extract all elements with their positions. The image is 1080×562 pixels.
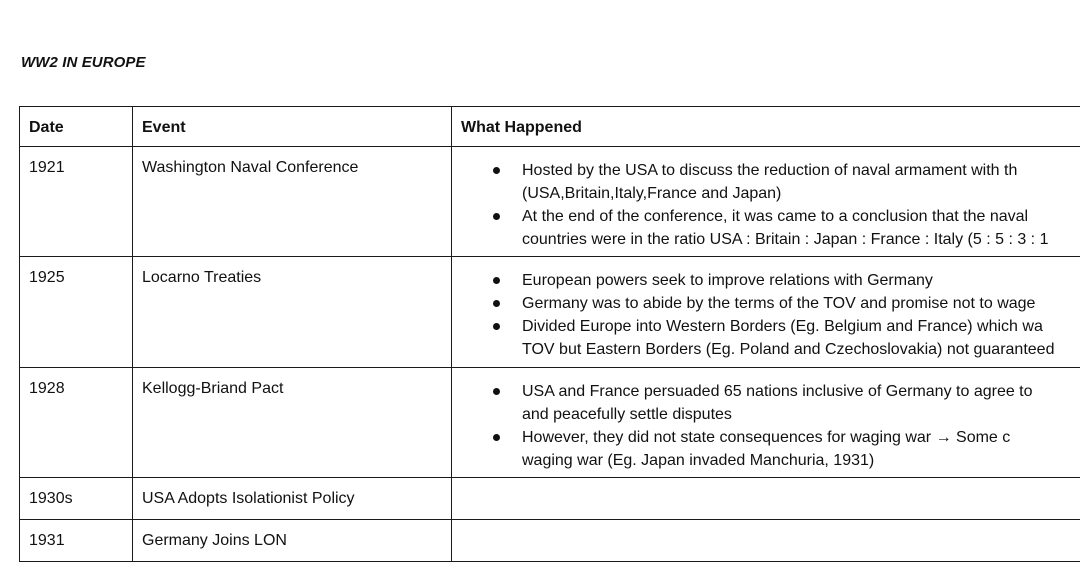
- list-item: [452, 205, 1080, 251]
- cell-date: 1931: [20, 520, 133, 562]
- bullet-list: [452, 380, 1080, 472]
- list-item: [452, 380, 1080, 426]
- cell-date: 1930s: [20, 478, 133, 520]
- cell-what-happened: [452, 478, 1080, 520]
- bullet-dot-icon: [493, 434, 500, 441]
- bullet-text: European powers seek to improve relations with Germany: [522, 269, 1080, 292]
- header-date: Date: [20, 107, 133, 147]
- bullet-list: [452, 159, 1080, 251]
- bullet-dot-icon: [493, 277, 500, 284]
- list-item: [452, 426, 1080, 472]
- cell-what-happened: [452, 368, 1080, 478]
- cell-event: Kellogg-Briand Pact: [133, 368, 452, 478]
- bullet-text: Germany was to abide by the terms of the TOV and promise not to wage: [522, 292, 1080, 315]
- table-body: [20, 147, 1080, 562]
- bullet-text: USA and France persuaded 65 nations inclusive of Germany to agree to and peacefully settle disputes: [522, 380, 1080, 426]
- bullet-dot-icon: [493, 213, 500, 220]
- document-title: WW2 IN EUROPE: [21, 54, 146, 71]
- cell-what-happened: [452, 257, 1080, 368]
- cell-date: 1928: [20, 368, 133, 478]
- header-what-happened: What Happened: [452, 107, 1080, 147]
- table-row: [20, 520, 1080, 562]
- bullet-text: However, they did not state consequences for waging war → Some c waging war (Eg. Japan invaded Manchuria, 1931): [522, 426, 1080, 472]
- table-row: [20, 147, 1080, 257]
- cell-date: 1921: [20, 147, 133, 257]
- events-table-container: [19, 106, 1080, 562]
- cell-event: Germany Joins LON: [133, 520, 452, 562]
- cell-event: USA Adopts Isolationist Policy: [133, 478, 452, 520]
- cell-what-happened: [452, 520, 1080, 562]
- list-item: [452, 269, 1080, 292]
- cell-date: 1925: [20, 257, 133, 368]
- bullet-list: [452, 269, 1080, 361]
- list-item: [452, 159, 1080, 205]
- cell-event: Washington Naval Conference: [133, 147, 452, 257]
- bullet-dot-icon: [493, 300, 500, 307]
- list-item: [452, 292, 1080, 315]
- cell-event: Locarno Treaties: [133, 257, 452, 368]
- header-event: Event: [133, 107, 452, 147]
- bullet-dot-icon: [493, 323, 500, 330]
- bullet-text: Hosted by the USA to discuss the reduction of naval armament with th (USA,Britain,Italy,France and Japan): [522, 159, 1080, 205]
- table-row: [20, 257, 1080, 368]
- bullet-dot-icon: [493, 388, 500, 395]
- table-header-row: [20, 107, 1080, 147]
- list-item: [452, 315, 1080, 361]
- cell-what-happened: [452, 147, 1080, 257]
- table-row: [20, 478, 1080, 520]
- bullet-dot-icon: [493, 167, 500, 174]
- bullet-text: Divided Europe into Western Borders (Eg. Belgium and France) which wa TOV but Eastern Borders (Eg. Poland and Czechoslovakia) not guaranteed: [522, 315, 1080, 361]
- events-table: [19, 106, 1080, 562]
- table-row: [20, 368, 1080, 478]
- bullet-text: At the end of the conference, it was came to a conclusion that the naval countries were in the ratio USA : Britain : Japan : France : Italy (5 : 5 : 3 : 1: [522, 205, 1080, 251]
